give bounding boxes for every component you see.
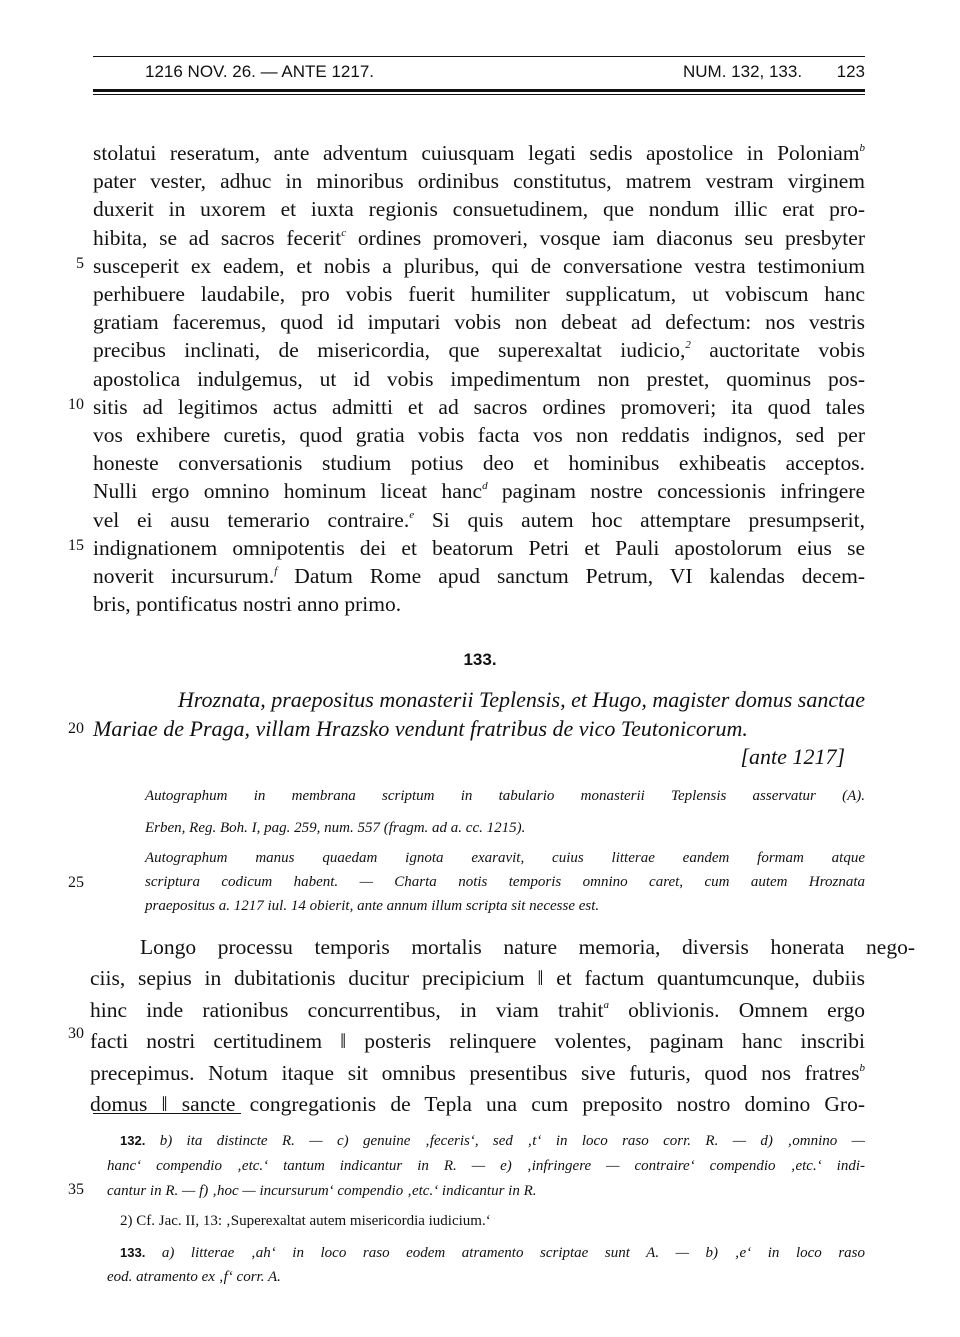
running-head-date: 1216 NOV. 26. — ANTE 1217. <box>145 62 375 81</box>
text-line <box>90 933 915 961</box>
document-date: [ante 1217] <box>740 744 845 769</box>
header-rule-bottom-thin <box>93 94 865 95</box>
footnote-132-text: cantur in R. — f) ‚hoc — incursurum‘ compendio ‚etc.‘ indicantur in R. <box>107 1183 537 1199</box>
document-number: 133. <box>463 650 497 669</box>
text-segment: Nulli ergo omnino hominum liceat hanc <box>93 479 483 504</box>
text-line <box>93 393 865 421</box>
text-line <box>93 224 865 252</box>
footnote-132-text: hanc‘ compendio ‚etc.‘ tantum indicantur in R. — e) ‚infringere — contraire‘ compendio ‚etc.‘ indi- <box>107 1158 865 1174</box>
text-line <box>90 964 865 992</box>
footnote-marker: b <box>859 1061 865 1074</box>
line-number: 10 <box>68 396 84 413</box>
text-segment: auctoritate vobis <box>690 338 865 363</box>
text-segment: sitis ad legitimos actus admitti et ad sacros ordines promoveri; ita quod tales <box>93 394 865 419</box>
text-line <box>90 996 865 1024</box>
footnote-133-text: eod. atramento ex ‚f‘ corr. A. <box>107 1269 281 1285</box>
line-number: 20 <box>68 720 84 737</box>
edition-note: Erben, Reg. Boh. I, pag. 259, num. 557 (fragm. ad a. cc. 1215). <box>145 820 526 836</box>
text-line <box>93 365 865 393</box>
footnote-marker: d <box>482 480 488 493</box>
text-line <box>93 534 865 562</box>
footnote-133-line <box>120 1242 865 1264</box>
text-segment: pater vester, adhuc in minoribus ordinibus constitutus, matrem vestram virginem <box>93 169 865 194</box>
line-number: 35 <box>68 1181 84 1198</box>
footnote-132-text: b) ita distincte R. — c) genuine ‚feceris‘, sed ‚t‘ in loco raso corr. R. — d) ‚omnino — <box>159 1133 865 1149</box>
footnote-marker: f <box>274 565 278 577</box>
line-number: 25 <box>68 874 84 891</box>
text-segment: domus ‖ sancte congregationis de Tepla una cum preposito nostro domino Gro- <box>90 1092 865 1116</box>
text-segment: noverit incursurum. <box>93 564 275 588</box>
text-segment: bris, pontificatus nostri anno primo. <box>93 592 402 617</box>
running-head-numbers: NUM. 132, 133. <box>683 62 803 81</box>
text-line <box>93 449 865 477</box>
text-line <box>90 1059 865 1087</box>
footnote-132-line <box>107 1155 865 1177</box>
text-line <box>93 477 865 505</box>
script-note-line: praepositus a. 1217 iul. 14 obierit, ante annum illum scripta sit necesse est. <box>145 898 600 914</box>
text-line <box>93 308 865 336</box>
header-rule-top <box>93 56 865 57</box>
footnote-marker: b <box>859 142 865 154</box>
text-segment: apostolica indulgemus, ut id vobis impedimentum non prestet, quominus pos- <box>93 366 865 391</box>
text-segment: oblivionis. Omnem ergo <box>608 997 865 1022</box>
text-segment: Datum Rome apud sanctum Petrum, VI kalendas decem- <box>277 564 865 588</box>
footnote-132-number: 132. <box>120 1133 146 1148</box>
text-segment: indignationem omnipotentis dei et beatorum Petri et Pauli apostolorum eius se <box>93 535 865 560</box>
script-note-line: Autographum manus quaedam ignota exaravit, cuius litterae eandem formam atque <box>145 850 865 866</box>
text-segment: facti nostri certitudinem ‖ posteris relinquere volentes, paginam hanc inscribi <box>90 1029 865 1054</box>
text-line <box>93 562 865 590</box>
text-segment: gratiam faceremus, quod id imputari vobis non debeat ad defectum: nos vestris <box>93 310 865 335</box>
line-number: 5 <box>76 255 84 272</box>
text-segment: vel ei ausu temerario contraire. <box>93 507 410 532</box>
text-segment: ordines promoveri, vosque iam diaconus seu presbyter <box>346 225 865 250</box>
footnote-marker: a <box>603 998 609 1011</box>
text-line <box>90 1027 865 1055</box>
script-note-line: scriptura codicum habent. — Charta notis temporis omnino caret, cum autem Hroznata <box>145 874 865 890</box>
text-segment: perhibuere laudabile, pro vobis fuerit humiliter supplicatum, ut vobiscum hanc <box>93 282 865 306</box>
regest-line-2: Mariae de Praga, villam Hrazsko vendunt fratribus de vico Teutonicorum. <box>93 716 748 741</box>
text-segment: duxerit in uxorem et iuxta regionis consuetudinem, que nondum illic erat pro- <box>93 197 865 222</box>
footnote-132-line <box>107 1180 865 1202</box>
text-line <box>93 167 865 195</box>
text-segment: vos exhibere curetis, quod gratia vobis facta vos non reddatis indignos, sed per <box>93 423 865 447</box>
footnote-marker: c <box>341 226 347 239</box>
regest-line-1: Hroznata, praepositus monasterii Teplensis, et Hugo, magister domus sanctae <box>177 687 865 712</box>
text-segment: honeste conversationis studium potius deo et hominibus exhibeatis acceptos. <box>93 451 865 476</box>
footnote-133-text: a) litterae ‚ah‘ in loco raso eodem atramento scriptae sunt A. — b) ‚e‘ in loco raso <box>161 1245 866 1261</box>
page-number: 123 <box>836 62 865 81</box>
text-segment: precibus inclinati, de misericordia, que superexaltat iudicio, <box>93 338 686 363</box>
text-segment: ciis, sepius in dubitationis ducitur precipicium ‖ et factum quantumcunque, dubiis <box>90 966 865 991</box>
text-segment: paginam nostre concessionis infringere <box>487 479 866 504</box>
footnote-133-number: 133. <box>120 1245 146 1260</box>
running-head <box>93 60 865 88</box>
text-line <box>93 139 865 167</box>
footnote-132-line <box>120 1130 865 1152</box>
footnote-marker: e <box>409 508 415 521</box>
source-note: Autographum in membrana scriptum in tabulario monasterii Teplensis asservatur (A). <box>145 788 865 804</box>
text-segment: Si quis autem hoc attemptare presumpserit, <box>414 507 865 532</box>
text-line <box>93 195 865 223</box>
text-segment: hibita, se ad sacros fecerit <box>93 225 342 250</box>
line-number: 15 <box>68 537 84 554</box>
footnote-rule <box>93 1113 241 1114</box>
text-segment: stolatui reseratum, ante adventum cuiusquam legati sedis apostolice in Poloniam <box>93 141 860 165</box>
text-line <box>93 252 865 280</box>
text-line <box>93 336 865 364</box>
text-segment: precepimus. Notum itaque sit omnibus presentibus sive futuris, quod nos fratres <box>90 1060 860 1085</box>
text-line <box>93 590 865 618</box>
line-number: 30 <box>68 1025 84 1042</box>
text-line <box>93 280 865 308</box>
header-rule-bottom <box>93 89 865 92</box>
text-segment: susceperit ex eadem, et nobis a pluribus, qui de conversatione vestra testimonium <box>93 253 865 278</box>
text-line <box>93 421 865 449</box>
text-segment: hinc inde rationibus concurrentibus, in viam trahit <box>90 997 604 1022</box>
text-segment: Longo processu temporis mortalis nature memoria, diversis honerata nego- <box>140 935 915 959</box>
footnote-132-2: 2) Cf. Jac. II, 13: ‚Superexaltat autem misericordia iudicium.‘ <box>120 1213 491 1229</box>
text-line <box>93 506 865 534</box>
footnote-133-line <box>107 1266 865 1288</box>
footnote-marker: 2 <box>685 339 691 352</box>
